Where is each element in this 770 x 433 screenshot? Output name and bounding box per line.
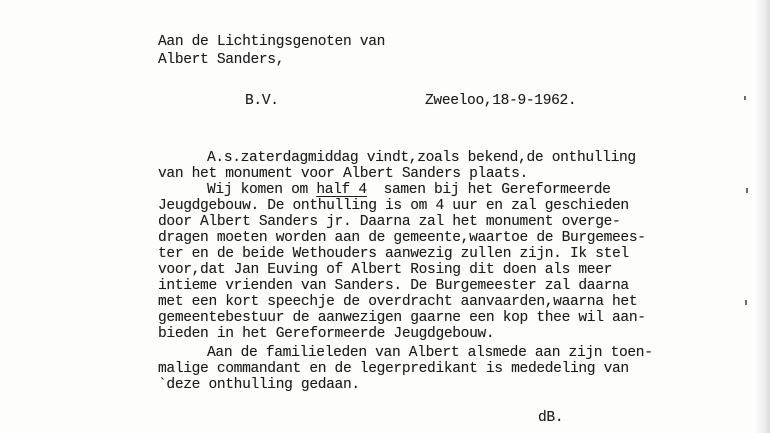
body-line: malige commandant en de legerpredikant is mededeling van: [158, 361, 629, 377]
body-line: door Albert Sanders jr. Daarna zal het monument overge-: [158, 214, 621, 230]
body-line: met een kort speechje de overdracht aanvaarden,waarna het: [158, 294, 638, 310]
place-date: Zweeloo,18-9-1962.: [425, 93, 577, 109]
body-line: [207, 182, 611, 198]
body-line: dragen moeten worden aan de gemeente,waartoe de Burgemees-: [158, 230, 646, 246]
body-text: Wij komen om: [207, 182, 317, 198]
scan-speck: [744, 96, 746, 100]
scan-speck: [745, 300, 747, 305]
signature-initials: dB.: [538, 410, 564, 426]
body-line: voor,dat Jan Euving of Albert Rosing dit doen als meer: [158, 262, 613, 278]
body-line: A.s.zaterdagmiddag vindt,zoals bekend,de onthulling: [207, 150, 636, 166]
body-line: gemeentebestuur de aanwezigen gaarne een kop thee wil aan-: [158, 310, 646, 326]
meeting-time: half 4: [316, 182, 367, 198]
body-line: `deze onthulling gedaan.: [158, 377, 360, 393]
recipient-line: Aan de Lichtingsgenoten van: [158, 34, 386, 50]
body-line: intieme vrienden van Sanders. De Burgemeester zal daarna: [158, 278, 629, 294]
body-line: ter en de beide Wethouders aanwezig zullen zijn. Ik stel: [158, 246, 629, 262]
body-line: van het monument voor Albert Sanders plaats.: [158, 166, 528, 182]
recipient-name: Albert Sanders,: [158, 52, 285, 68]
body-line: Jeugdgebouw. De onthulling is om 4 uur en zal geschieden: [158, 198, 629, 214]
body-text: samen bij het Gereformeerde: [366, 182, 611, 198]
body-line: bieden in het Gereformeerde Jeugdgebouw.: [158, 326, 495, 342]
scan-speck: [746, 188, 748, 193]
body-line: Aan de familieleden van Albert alsmede aan zijn toen-: [207, 345, 653, 361]
scan-edge-shadow: [754, 0, 770, 433]
reference-initials: B.V.: [245, 93, 279, 109]
